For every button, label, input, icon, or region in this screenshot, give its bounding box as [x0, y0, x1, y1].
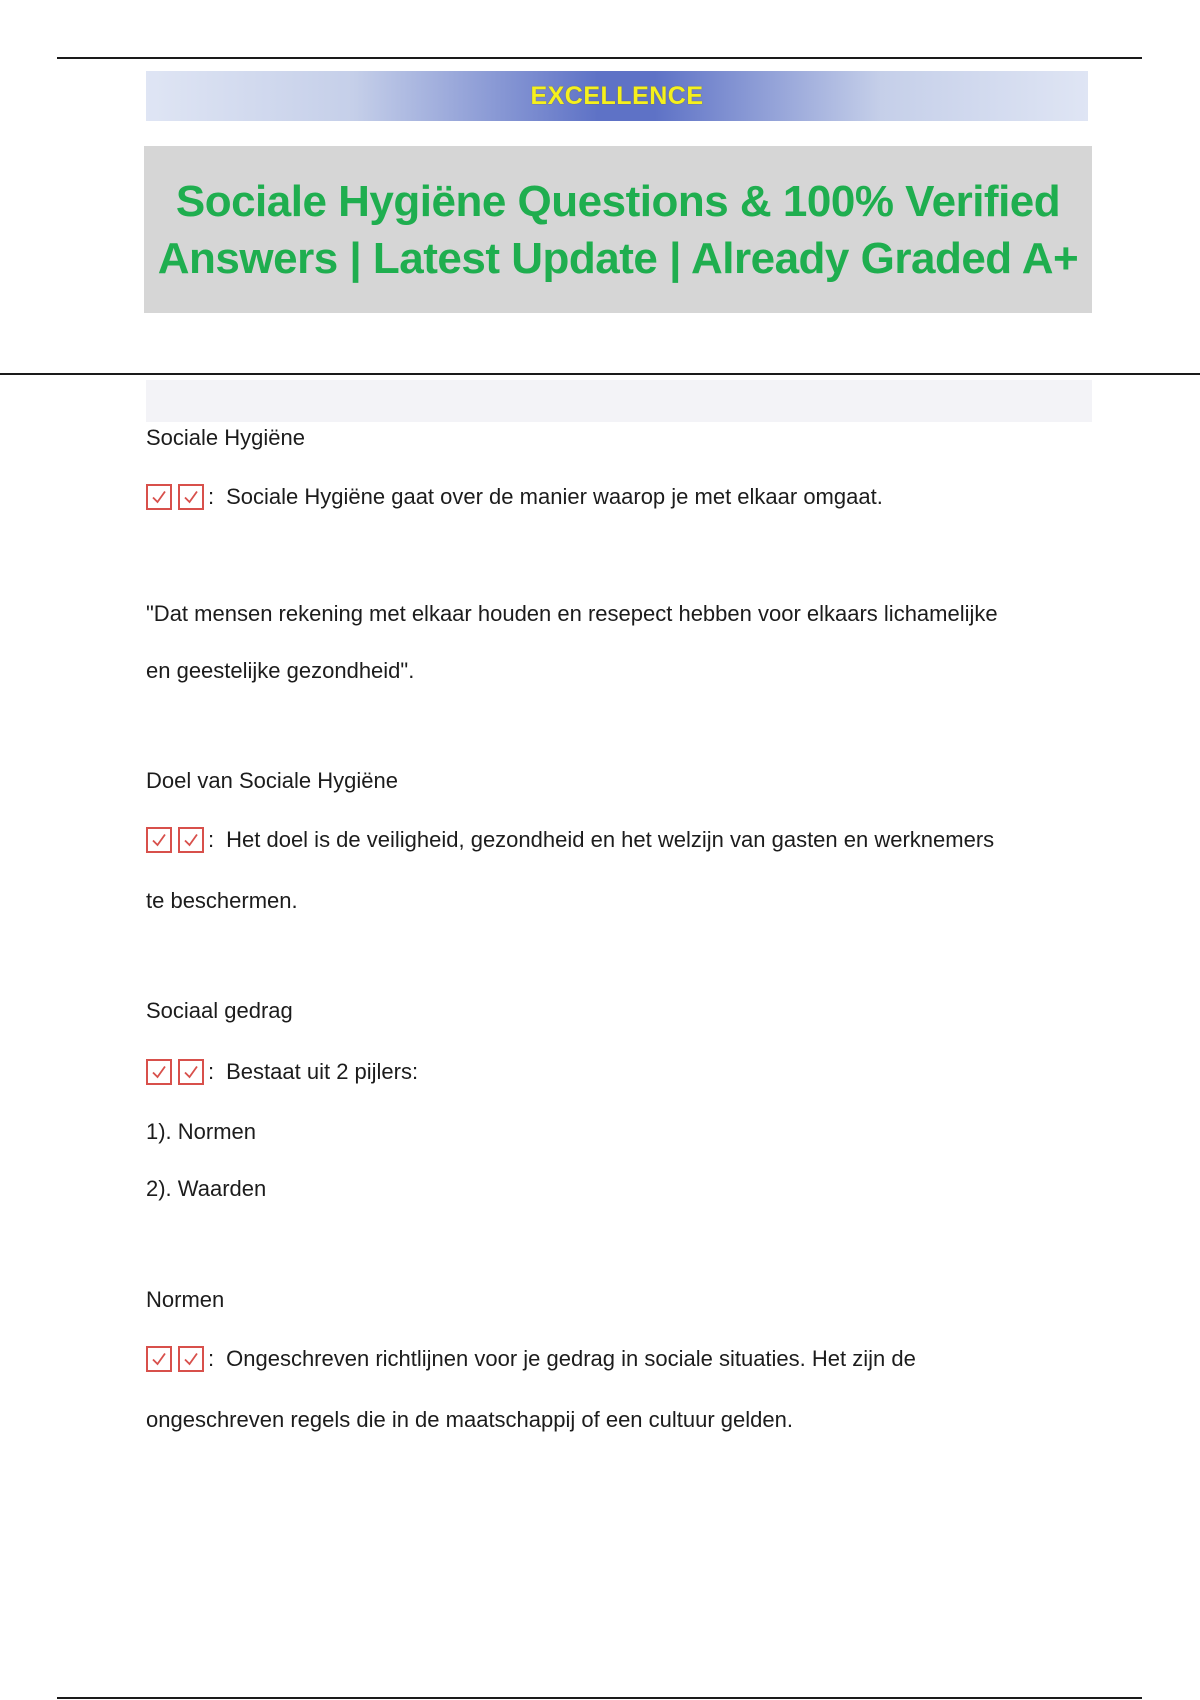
answer-checkmarks	[146, 827, 204, 853]
answer-colon: :	[208, 484, 215, 509]
faint-band	[146, 380, 1092, 422]
quote-line-2: en geestelijke gezondheid".	[146, 658, 415, 683]
answer-text: Bestaat uit 2 pijlers:	[226, 1059, 419, 1084]
answer-colon: :	[208, 1346, 215, 1371]
answer-text: Ongeschreven richtlijnen voor je gedrag in sociale situaties. Het zijn de	[226, 1346, 916, 1371]
answer-checkmarks	[146, 484, 204, 510]
term-normen: Normen	[146, 1287, 225, 1312]
quote-line-1: "Dat mensen rekening met elkaar houden en resepect hebben voor elkaars lichamelijke	[146, 601, 998, 626]
top-rule	[57, 57, 1142, 59]
banner-text: EXCELLENCE	[530, 81, 704, 110]
answer-checkmarks	[146, 1059, 204, 1085]
answer-row	[146, 1058, 418, 1086]
checked-box-icon	[146, 827, 172, 853]
checked-box-icon	[178, 1059, 204, 1085]
answer-continuation: ongeschreven regels die in de maatschappij of een cultuur gelden.	[146, 1407, 793, 1432]
checked-box-icon	[146, 484, 172, 510]
checked-box-icon	[178, 484, 204, 510]
answer-row	[146, 826, 994, 854]
answer-row	[146, 483, 883, 511]
header-divider	[0, 373, 1200, 375]
term-doel: Doel van Sociale Hygiëne	[146, 768, 398, 793]
checked-box-icon	[146, 1346, 172, 1372]
list-item: 2). Waarden	[146, 1176, 267, 1201]
answer-text: Het doel is de veiligheid, gezondheid en het welzijn van gasten en werknemers	[226, 827, 995, 852]
bottom-rule	[57, 1697, 1142, 1699]
answer-colon: :	[208, 827, 215, 852]
document-title: Sociale Hygiëne Questions & 100% Verified Answers | Latest Update | Already Graded A+	[157, 176, 1079, 283]
excellence-banner	[146, 71, 1088, 121]
term-sociaal-gedrag: Sociaal gedrag	[146, 998, 293, 1023]
answer-row	[146, 1345, 916, 1373]
answer-continuation: te beschermen.	[146, 888, 298, 913]
list-item: 1). Normen	[146, 1119, 257, 1144]
checked-box-icon	[178, 827, 204, 853]
answer-text: Sociale Hygiëne gaat over de manier waarop je met elkaar omgaat.	[226, 484, 883, 509]
checked-box-icon	[146, 1059, 172, 1085]
term-sociale-hygiene: Sociale Hygiëne	[146, 425, 305, 450]
answer-colon: :	[208, 1059, 215, 1084]
answer-checkmarks	[146, 1346, 204, 1372]
checked-box-icon	[178, 1346, 204, 1372]
title-box	[144, 146, 1092, 313]
